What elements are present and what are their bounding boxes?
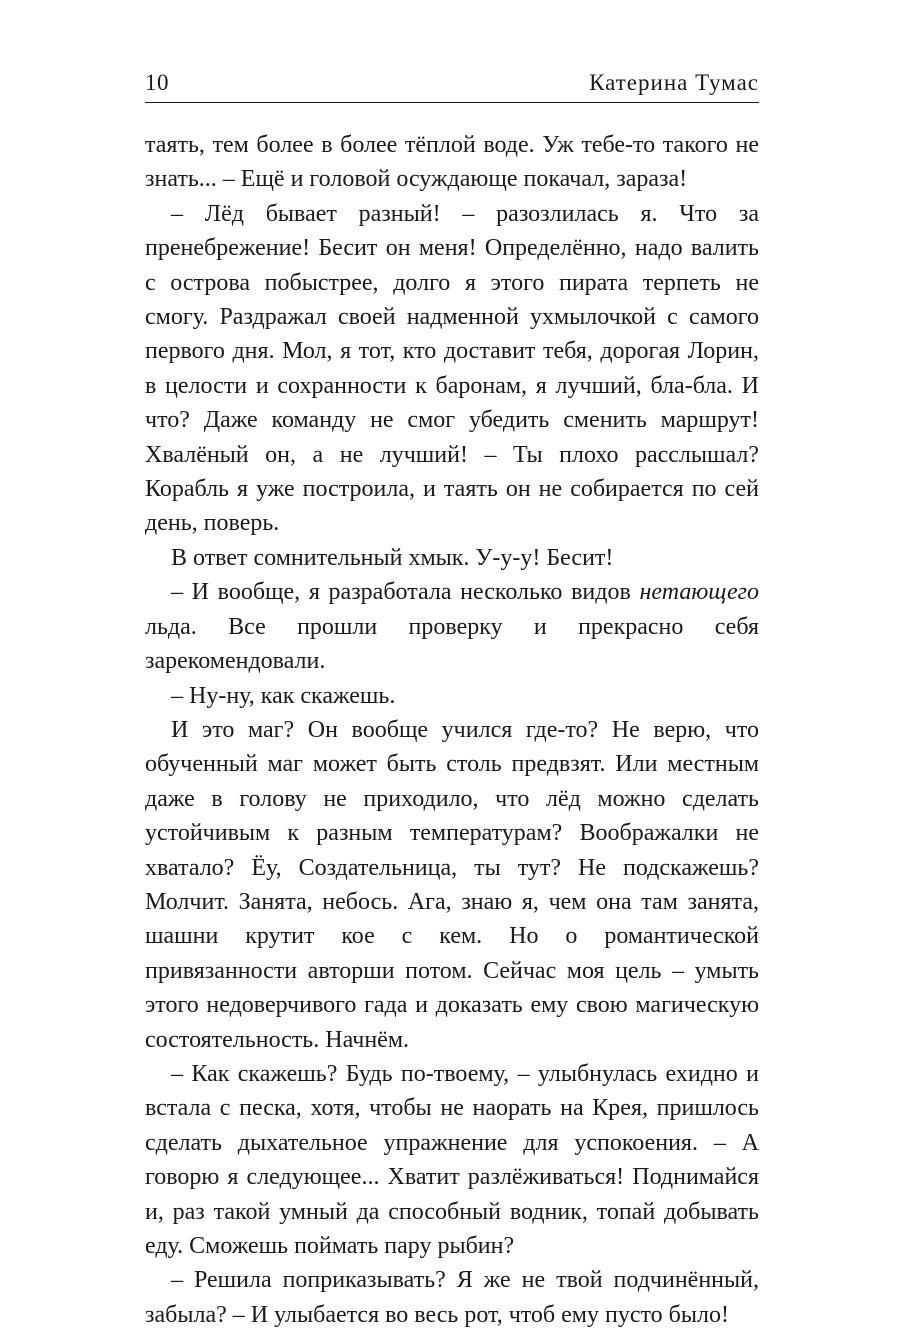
- paragraph: В ответ сомнительный хмык. У-у-у! Бесит!: [171, 544, 614, 571]
- running-head-author: Катерина Тумас: [589, 70, 759, 95]
- page-body: [145, 128, 759, 1332]
- paragraph: – Лёд бывает разный! – разозлилась я. Что за пренебрежение! Бесит он меня! Определённо, надо валить с острова побыстрее, долго я этого пирата терпеть не смогу. Раздражал своей надменной ухмылочкой с самого первого дня. Мол, я тот, кто доставит тебя, дорогая Лорин, в целости и сохранности к баронам, я лучший, бла-бла. И что? Даже команду не смог убедить сменить маршрут! Хвалёный он, а не лучший! – Ты плохо расслышал? Корабль я уже построила, и таять он не собирается по сей день, поверь.: [145, 200, 759, 537]
- page-number: 10: [145, 70, 169, 95]
- paragraph-text: – И вообще, я разработала несколько видов: [171, 579, 640, 606]
- paragraph: – Как скажешь? Будь по-твоему, – улыбнулась ехидно и встала с песка, хотя, чтобы не наорать на Крея, пришлось сделать дыхательное упражнение для успокоения. – А говорю я следующее... Хватит разлёживаться! Поднимайся и, раз такой умный да способный водник, топай добывать еду. Сможешь поймать пару рыбин?: [145, 1060, 759, 1259]
- paragraph-text: льда. Все прошли проверку и прекрасно себя зарекомендовали.: [145, 613, 759, 675]
- paragraph: – Ну-ну, как скажешь.: [171, 682, 396, 709]
- paragraph: таять, тем более в более тёплой воде. Уж тебе-то такого не знать... – Ещё и головой осуждающе покачал, зараза!: [145, 132, 759, 193]
- paragraph: – Решила поприказывать? Я же не твой подчинённый, забыла? – И улыбается во весь рот, чтоб ему пусто было!: [145, 1267, 759, 1328]
- paragraph: [145, 575, 759, 678]
- page-header: [145, 66, 759, 103]
- paragraph: И это маг? Он вообще учился где-то? Не верю, что обученный маг может быть столь предвзят. Или местным даже в голову не приходило, что лёд можно сделать устойчивым к разным температурам? Воображалки не хватало? Ёу, Создательница, ты тут? Не подскажешь? Молчит. Занята, небось. Ага, знаю я, чем она там занята, шашни крутит кое с кем. Но о романтической привязанности авторши потом. Сейчас моя цель – умыть этого недоверчивого гада и доказать ему свою магическую состоятельность. Начнём.: [145, 716, 759, 1053]
- italic-word: нетающего: [639, 579, 759, 606]
